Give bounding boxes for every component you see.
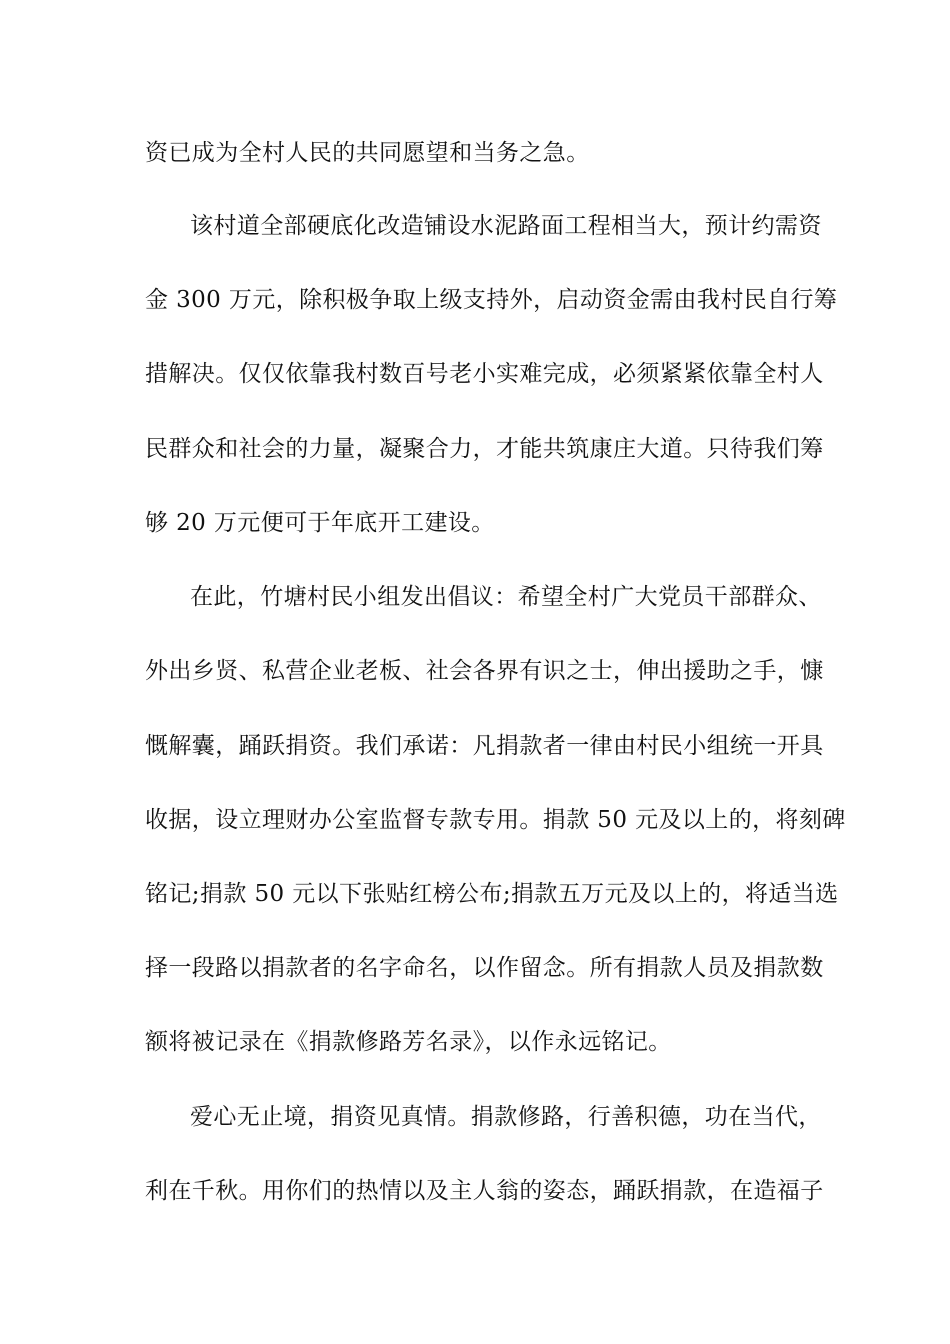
text-line: 资已成为全村人民的共同愿望和当务之急。 (145, 140, 590, 166)
text-line: 措解决。仅仅依靠我村数百号老小实难完成，必须紧紧依靠全村人 (145, 361, 824, 387)
paragraph-start-line: 在此，竹塘村民小组发出倡议：希望全村广大党员干部群众、 (190, 584, 822, 610)
text-line: 择一段路以捐款者的名字命名，以作留念。所有捐款人员及捐款数 (145, 955, 824, 981)
paragraph-start-line: 爱心无止境，捐资见真情。捐款修路，行善积德，功在当代， (190, 1104, 822, 1130)
text-line: 外出乡贤、私营企业老板、社会各界有识之士，伸出援助之手，慷 (145, 658, 824, 684)
text-line: 民群众和社会的力量，凝聚合力，才能共筑康庄大道。只待我们筹 (145, 436, 824, 462)
text-line: 铭记;捐款 50 元以下张贴红榜公布;捐款五万元及以上的，将适当选 (145, 881, 839, 907)
text-line: 够 20 万元便可于年底开工建设。 (145, 510, 495, 536)
text-line: 额将被记录在《捐款修路芳名录》，以作永远铭记。 (145, 1029, 672, 1055)
paragraph-start-line: 该村道全部硬底化改造铺设水泥路面工程相当大，预计约需资 (190, 213, 822, 239)
text-line: 金 300 万元，除积极争取上级支持外，启动资金需由我村民自行筹 (145, 287, 838, 313)
text-line: 慨解囊，踊跃捐资。我们承诺：凡捐款者一律由村民小组统一开具 (145, 733, 824, 759)
text-line: 利在千秋。用你们的热情以及主人翁的姿态，踊跃捐款，在造福子 (145, 1178, 824, 1204)
text-line: 收据，设立理财办公室监督专款专用。捐款 50 元及以上的，将刻碑 (145, 807, 846, 833)
